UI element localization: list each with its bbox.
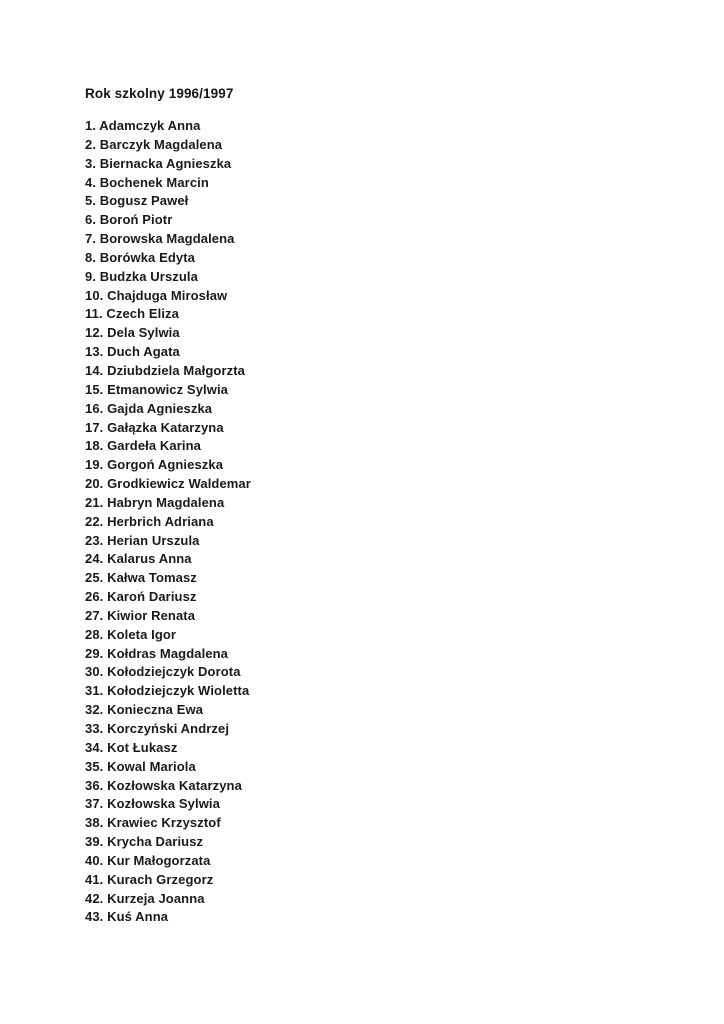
list-item: 27. Kiwior Renata xyxy=(85,607,196,623)
list-item: 31. Kołodziejczyk Wioletta xyxy=(85,683,250,699)
list-item: 9. Budzka Urszula xyxy=(85,268,198,284)
list-item: 36. Kozłowska Katarzyna xyxy=(85,777,242,793)
page-title: Rok szkolny 1996/1997 xyxy=(85,86,234,101)
list-item: 16. Gajda Agnieszka xyxy=(85,400,213,416)
list-item: 26. Karoń Dariusz xyxy=(85,589,197,605)
list-item: 38. Krawiec Krzysztof xyxy=(85,815,221,831)
list-item: 33. Korczyński Andrzej xyxy=(85,721,230,736)
list-item: 17. Gałązka Katarzyna xyxy=(85,419,224,435)
list-item: 18. Gardeła Karina xyxy=(85,438,201,454)
list-item: 42. Kurzeja Joanna xyxy=(85,890,205,906)
list-item: 3. Biernacka Agnieszka xyxy=(85,155,232,171)
list-item: 6. Boroń Piotr xyxy=(85,212,173,228)
list-item: 22. Herbrich Adriana xyxy=(85,513,214,529)
list-item: 13. Duch Agata xyxy=(85,344,180,360)
list-item: 28. Koleta Igor xyxy=(85,626,177,642)
list-item: 32. Konieczna Ewa xyxy=(85,702,204,718)
list-item: 40. Kur Małogorzata xyxy=(85,852,211,868)
list-item: 39. Krycha Dariusz xyxy=(85,834,204,850)
list-item: 19. Gorgoń Agnieszka xyxy=(85,457,224,473)
list-item: 35. Kowal Mariola xyxy=(85,758,196,774)
list-item: 20. Grodkiewicz Waldemar xyxy=(85,476,251,492)
list-item: 8. Borówka Edyta xyxy=(85,249,195,265)
list-item: 11. Czech Eliza xyxy=(85,306,179,322)
list-item: 5. Bogusz Paweł xyxy=(85,193,189,209)
list-item: 43. Kuś Anna xyxy=(85,909,169,925)
list-item: 4. Bochenek Marcin xyxy=(85,174,209,190)
list-item: 21. Habryn Magdalena xyxy=(85,494,225,510)
list-item: 25. Kałwa Tomasz xyxy=(85,570,197,586)
list-item: 37. Kozłowska Sylwia xyxy=(85,796,220,812)
list-item: 2. Barczyk Magdalena xyxy=(85,136,223,152)
list-item: 10. Chajduga Mirosław xyxy=(85,287,228,303)
list-item: 34. Kot Łukasz xyxy=(85,739,178,755)
list-item: 15. Etmanowicz Sylwia xyxy=(85,381,228,397)
list-item: 12. Dela Sylwia xyxy=(85,325,180,341)
list-item: 1. Adamczyk Anna xyxy=(85,118,201,133)
list-item: 24. Kalarus Anna xyxy=(85,551,192,567)
list-item: 41. Kurach Grzegorz xyxy=(85,871,214,887)
student-roster-list xyxy=(85,117,251,927)
list-item: 30. Kołodziejczyk Dorota xyxy=(85,664,241,680)
list-item: 29. Kołdras Magdalena xyxy=(85,645,228,661)
list-item: 7. Borowska Magdalena xyxy=(85,231,235,247)
list-item: 14. Dziubdziela Małgorzta xyxy=(85,362,245,378)
list-item: 23. Herian Urszula xyxy=(85,532,200,548)
